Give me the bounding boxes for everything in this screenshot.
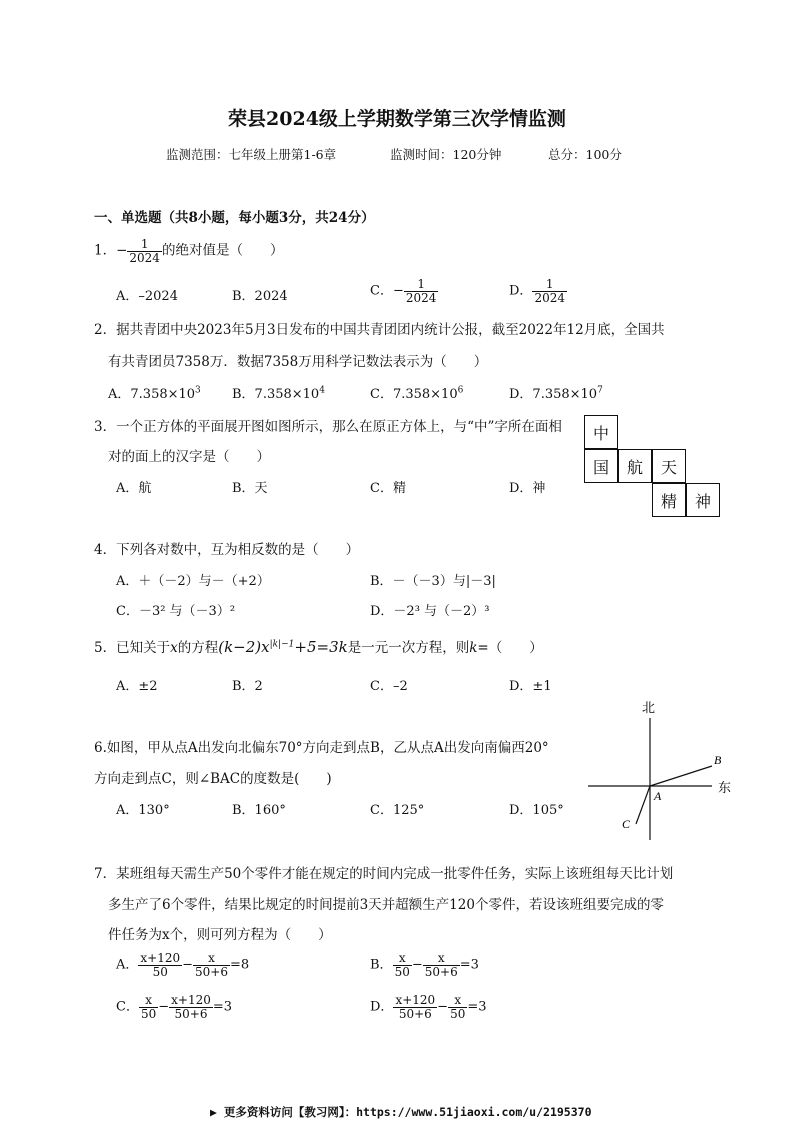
q2-c-exp: 6 <box>457 385 464 396</box>
q1-option-a[interactable]: A．–2024 <box>116 289 178 304</box>
q2-option-b[interactable] <box>232 383 325 402</box>
q7-b-n2: x <box>437 951 445 965</box>
q1-option-c[interactable] <box>370 278 438 304</box>
q7-a-op: − <box>182 957 194 973</box>
q7-b-d1: 50 <box>394 964 410 979</box>
q1-d-label: D． <box>509 283 533 299</box>
q2-line-1: 2．据共青团中央2023年5月3日发布的中国共青团团内统计公报，截至2022年12月底，全国共 <box>94 322 665 338</box>
q7-c-n2: x+120 <box>171 993 211 1007</box>
exam-scope: 监测范围：七年级上册第1-6章 <box>166 147 337 162</box>
q7-c-d2: 50+6 <box>169 1007 213 1021</box>
q1-c-label: C． <box>370 283 393 299</box>
q7-a-n2: x <box>208 951 215 965</box>
q2-option-c[interactable] <box>370 383 463 402</box>
q5-equation-exp: |k|−1 <box>269 639 295 650</box>
section-heading: 一、单选题（共8小题，每小题3分，共24分） <box>94 210 375 226</box>
q5-option-b[interactable]: B．2 <box>232 679 263 694</box>
q2-a-exp: 3 <box>195 385 201 396</box>
q2-option-d[interactable] <box>509 383 603 402</box>
cube-net-figure <box>584 415 726 521</box>
q5-stem-c: 是一元一次方程，则 <box>347 640 470 656</box>
point-b-label: B <box>714 753 722 767</box>
q1-sign: − <box>116 242 128 259</box>
q2-option-a[interactable] <box>108 383 201 402</box>
q5-var-x: x <box>170 640 178 656</box>
q7-a-d2: 50+6 <box>195 964 228 979</box>
q7-a-d1: 50 <box>138 965 182 979</box>
q2-c-text: C．7.358×10 <box>370 387 458 402</box>
q5-var-k: k <box>469 640 478 656</box>
q3-option-c[interactable]: C．精 <box>370 481 406 496</box>
q1-c-den: 2024 <box>405 290 437 305</box>
q6-option-d[interactable]: D．105° <box>509 803 564 818</box>
q7-option-b[interactable] <box>370 952 479 978</box>
q3-line-2: 对的面上的汉字是（ ） <box>108 449 270 465</box>
q6-option-a[interactable]: A．130° <box>116 803 170 818</box>
q1-frac-num: 1 <box>140 237 149 251</box>
footer-link[interactable]: ▶ 更多资料访问【教习网】：https://www.51jiaoxi.com/u/2195370 <box>210 1105 592 1119</box>
q7-line-2: 多生产了6个零件，结果比规定的时间提前3天并超额生产120个零件，若设该班组要完成的零 <box>108 897 664 913</box>
q5-option-d[interactable]: D．±1 <box>509 679 552 694</box>
q5-stem-d: =（ ） <box>477 640 543 656</box>
q5-option-a[interactable]: A．±2 <box>116 679 158 694</box>
q7-a-frac-1 <box>138 952 182 978</box>
q1-c-num: 1 <box>417 277 425 291</box>
net-cell-tian: 天 <box>652 449 686 483</box>
q7-d-d1: 50+6 <box>393 1007 437 1021</box>
q7-option-a[interactable] <box>116 952 249 978</box>
net-cell-jing: 精 <box>652 483 686 517</box>
q7-b-n1: x <box>398 951 406 965</box>
q1-stem: 的绝对值是（ ） <box>161 242 284 259</box>
net-cell-zhong: 中 <box>584 415 618 449</box>
q1-fraction <box>127 238 162 264</box>
question-1 <box>94 238 283 264</box>
q3-option-b[interactable]: B．天 <box>232 481 268 496</box>
q5-stem-b: 的方程 <box>177 640 219 656</box>
exam-score: 总分：100分 <box>548 147 622 162</box>
q7-d-frac-1 <box>393 994 437 1020</box>
q1-d-den: 2024 <box>534 290 565 305</box>
ray-ac <box>636 786 650 824</box>
q3-option-d[interactable]: D．神 <box>509 481 546 496</box>
q7-c-op: − <box>158 999 170 1015</box>
q7-c-n1: x <box>145 993 152 1007</box>
q7-c-label: C． <box>116 999 139 1015</box>
net-cell-shen: 神 <box>686 483 720 517</box>
q7-line-3: 件任务为x个，则可列方程为（ ） <box>108 927 332 943</box>
q1-frac-den: 2024 <box>129 250 160 265</box>
q6-line-1: 6.如图，甲从点A出发向北偏东70°方向走到点B，乙从点A出发向南偏西20° <box>94 740 549 756</box>
q3-line-1: 3．一个正方体的平面展开图如图所示，那么在原正方体上，与“中”字所在面相 <box>94 419 562 435</box>
q7-b-rhs: =3 <box>459 957 479 973</box>
q7-c-frac-1 <box>139 994 158 1020</box>
north-label: 北 <box>642 700 656 715</box>
q2-d-exp: 7 <box>597 385 603 396</box>
q7-c-rhs: =3 <box>212 999 233 1015</box>
q1-c-sign: − <box>392 283 404 299</box>
q4-option-a[interactable]: A．＋（－2）与－（+2） <box>116 574 270 589</box>
q7-d-label: D． <box>370 999 394 1015</box>
q7-c-frac-2 <box>169 994 213 1020</box>
q1-c-fraction <box>404 278 439 304</box>
q5-option-c[interactable]: C．–2 <box>370 679 408 694</box>
page-title: 荣县2024级上学期数学第三次学情监测 <box>228 108 566 130</box>
q7-b-label: B． <box>370 957 393 973</box>
q4-option-d[interactable]: D．－2³ 与（－2）³ <box>370 604 490 619</box>
q7-b-op: − <box>411 957 423 973</box>
q2-line-2: 有共青团员7358万．数据7358万用科学记数法表示为（ ） <box>108 354 488 370</box>
q6-option-b[interactable]: B．160° <box>232 803 286 818</box>
q7-d-n1: x+120 <box>395 993 436 1007</box>
q5-stem-a: 5．已知关于 <box>94 640 171 656</box>
q7-c-d1: 50 <box>140 1006 157 1021</box>
q6-option-c[interactable]: C．125° <box>370 803 425 818</box>
q7-a-label: A． <box>116 957 139 973</box>
q7-b-frac-2 <box>423 952 460 978</box>
exam-time: 监测时间：120分钟 <box>390 147 502 162</box>
east-label: 东 <box>718 780 732 795</box>
q2-b-text: B．7.358×10 <box>232 387 320 402</box>
q7-option-c[interactable] <box>116 994 232 1020</box>
direction-diagram <box>580 696 740 846</box>
q1-option-d[interactable] <box>509 278 567 304</box>
question-5 <box>94 636 543 656</box>
q7-b-frac-1 <box>393 952 412 978</box>
q2-b-exp: 4 <box>319 385 325 396</box>
q2-d-text: D．7.358×10 <box>509 387 598 402</box>
q7-option-d[interactable] <box>370 994 487 1020</box>
q7-d-d2: 50 <box>450 1006 466 1021</box>
q1-d-num: 1 <box>545 277 554 291</box>
q7-a-rhs: =8 <box>230 957 250 973</box>
q7-d-n2: x <box>454 993 462 1007</box>
point-c-label: C <box>622 817 631 831</box>
q7-a-n1: x+120 <box>140 951 181 965</box>
q1-number: 1． <box>94 242 117 259</box>
q7-a-frac-2 <box>193 952 230 978</box>
q3-option-a[interactable]: A．航 <box>116 481 152 496</box>
ray-ab <box>650 766 712 786</box>
q4-stem: 4．下列各对数中，互为相反数的是（ ） <box>94 542 360 558</box>
net-cell-guo: 国 <box>584 449 618 483</box>
q7-d-frac-2 <box>448 994 467 1020</box>
q7-d-op: − <box>437 999 449 1015</box>
q2-a-text: A．7.358×10 <box>108 387 196 402</box>
q6-line-2: 方向走到点C，则∠BAC的度数是( ) <box>94 771 332 787</box>
q7-d-rhs: =3 <box>467 999 487 1015</box>
q5-equation-right: +5=3k <box>294 638 348 656</box>
point-a-label: A <box>654 789 662 803</box>
q4-option-c[interactable]: C．－3² 与（－3）² <box>116 604 236 619</box>
q4-option-b[interactable]: B．－（－3）与|－3| <box>370 574 496 589</box>
net-cell-hang: 航 <box>618 449 652 483</box>
q5-equation-left: (k−2)x <box>218 638 270 656</box>
q7-line-1: 7．某班组每天需生产50个零件才能在规定的时间内完成一批零件任务，实际上该班组每天比计划 <box>94 866 674 882</box>
q1-option-b[interactable]: B．2024 <box>232 289 288 304</box>
q7-b-d2: 50+6 <box>424 964 458 979</box>
q1-d-fraction <box>532 278 567 304</box>
